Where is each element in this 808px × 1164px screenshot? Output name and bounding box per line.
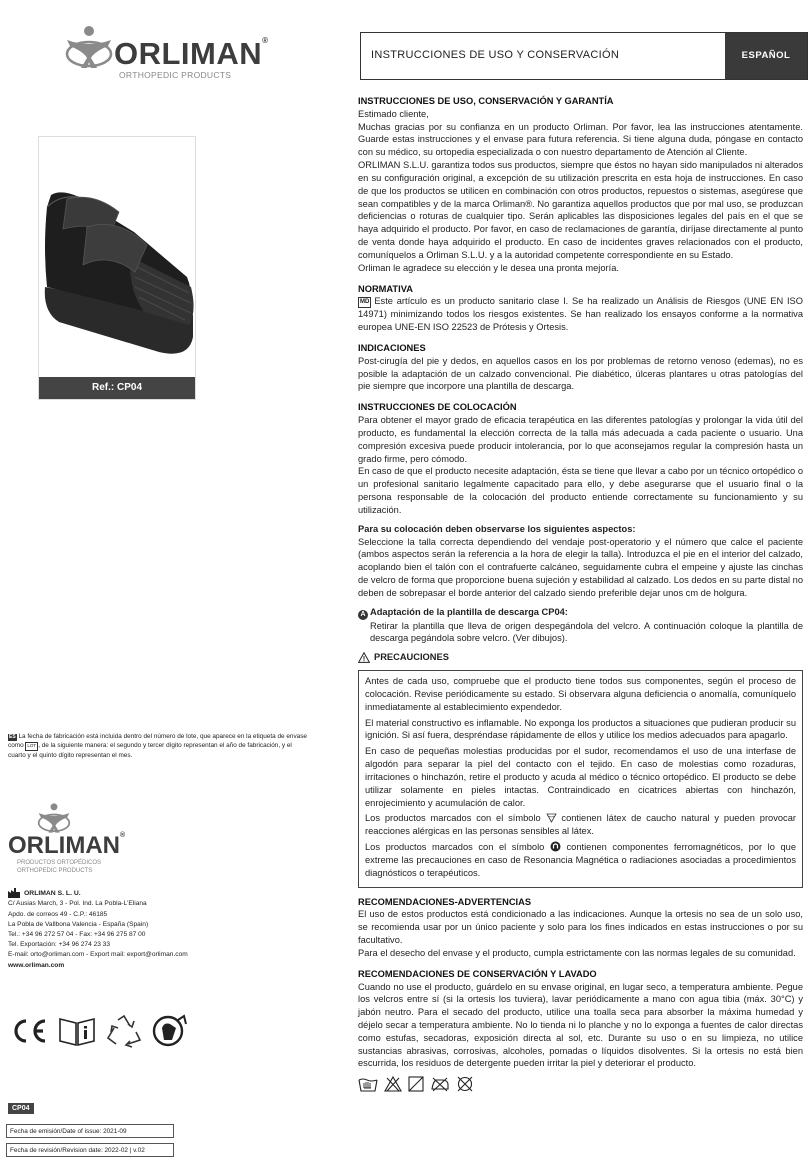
brand-tagline: ORTHOPEDIC PRODUCTS xyxy=(119,70,232,80)
brand-sub-en: ORTHOPEDIC PRODUCTS xyxy=(17,868,93,874)
precaution-paragraph: Antes de cada uso, compruebe que el producto tiene todos sus componentes, según el proceso de colocación. Revise periódicamente su estado. Si observara alguna deficiencia o anomalía, comuníquelo inmediatamente al establecimiento expendedor. xyxy=(365,676,796,712)
section-title-normativa: NORMATIVA xyxy=(358,283,413,294)
care-symbols xyxy=(358,1076,803,1092)
ce-mark-icon xyxy=(8,1017,48,1045)
section-title-colocacion: INSTRUCCIONES DE COLOCACIÓN xyxy=(358,402,517,413)
latex-icon xyxy=(546,813,557,823)
lot-note: ES La fecha de fabricación está incluida dentro del número de lote, que aparece en la etiqueta de envase como LOT , de la siguiente manera: el segundo y tercer dígito representan el año de fabricación, y el cuarto y el quinto dígito representan el mes. xyxy=(8,733,307,759)
company-line: Tel.: +34 96 272 57 04 - Fax: +34 96 275 87 00 xyxy=(8,930,146,938)
colocacion-paragraph: Para obtener el mayor grado de eficacia terapéutica en las diferentes patologías y prolongar la vida útil del producto, es fundamental la elección correcta de la talla más adecuada a cada paciente o usuario. Una compresión excesiva puede producir intolerancia, por lo que aconsejamos regular la compresión hasta un grado firme, pero cómodo. xyxy=(358,415,803,464)
orliman-logo-icon xyxy=(64,24,114,70)
brand-name: ORLIMAN xyxy=(114,36,263,71)
orliman-logo-bottom: ORLIMAN® PRODUCTOS ORTOPÉDICOS ORTHOPEDIC PRODUCTS xyxy=(8,800,188,880)
thanks-paragraph: Orliman le agradece su elección y le desea una pronta mejoría. xyxy=(358,262,619,273)
no-bleach-icon xyxy=(384,1076,402,1092)
aspectos-title: Para su colocación deben observarse los siguientes aspectos: xyxy=(358,523,636,534)
shoe-image xyxy=(39,137,196,379)
es-language-tag: ES xyxy=(9,734,16,740)
advertencias-paragraph: Para el desecho del envase y el producto, cumpla estrictamente con las normas legales de su comunidad. xyxy=(358,947,796,958)
advertencias-paragraph: El uso de estos productos está condicionado a las indicaciones. Aunque la ortesis no sea de un solo uso, se recomienda usar por un único paciente y solo para los fines indicados en estas instrucciones o por su facultativo. xyxy=(358,909,803,946)
warranty-paragraph: ORLIMAN S.L.U. garantiza todos sus productos, siempre que éstos no hayan sido manipulados ni alterados en su configuración original, a excepción de su utilización prescrita en esta hoja de instrucciones. En caso de que los productos se utilicen en combinación con otros productos, repuestos o sistemas, asegúrese que sean compatibles y de la marca Orliman®. No garantiza aquellos productos que por mal uso, se produzcan deficiencias o roturas de cualquier tipo. Serán aplicables las disposiciones legales del país en el que se haya adquirido el producto. Por favor, en caso de reclamaciones de garantía, diríjase directamente al punto de venta donde haya adquirido el producto. En caso de incidentes graves relacionados con el producto, comuníquelos a Orliman S.L.U. y a la autoridad competente correspondiente en su Estado. xyxy=(358,160,803,260)
section-title-indicaciones: INDICACIONES xyxy=(358,342,426,353)
warning-icon xyxy=(358,652,370,663)
product-code-badge: CP04 xyxy=(8,1103,34,1114)
product-ref-label: Ref.: CP04 xyxy=(39,377,195,399)
instructions-icon xyxy=(58,1015,96,1047)
company-line: Apdo. de correos 49 - C.P.: 46185 xyxy=(8,910,108,918)
waste-bin-icon xyxy=(152,1014,188,1048)
factory-icon xyxy=(8,888,20,898)
language-tab: ESPAÑOL xyxy=(725,33,807,79)
precaution-paragraph: El material constructivo es inflamable. No exponga los productos a situaciones que pudieran producir su ignición. Si así fuera, despréndase rápidamente de ellos y utilice los medios adecuados para apagarlo. xyxy=(365,717,796,741)
intro-paragraph: Muchas gracias por su confianza en un producto Orliman. Por favor, lea las instrucciones atentamente. Guarde estas instrucciones y el envase para futura referencia. Si tiene alguna duda, póngase en contacto con su médico, su ortopedia especializada o con nuestro departamento de Atención al Cliente. xyxy=(358,121,803,158)
normativa-paragraph: MD Este artículo es un producto sanitario clase I. Se ha realizado un Análisis de Riesgos (UNE EN ISO 14971) minimizando todos los riesgos existentes. Se han realizado los ensayos conforme a la normativa europea UNE-EN ISO 22523 de Prótesis y Ortesis. xyxy=(358,296,803,333)
company-website[interactable]: www.orliman.com xyxy=(8,961,65,969)
md-symbol: MD xyxy=(358,297,371,307)
orliman-logo: ORLIMAN® ORTHOPEDIC PRODUCTS xyxy=(64,24,264,84)
latex-paragraph: Los productos marcados con el símbolo contienen látex de caucho natural y pueden provocar reacciones alérgicas en las personas sensibles al látex. xyxy=(365,813,796,837)
adaptation-title: A Adaptación de la plantilla de descarga CP04: xyxy=(358,606,803,620)
product-image xyxy=(38,136,196,400)
revision-date: Fecha de revisión/Revision date: 2022-02 | v.02 xyxy=(6,1143,174,1157)
company-line: Tel. Exportación: +34 96 274 23 33 xyxy=(8,941,111,949)
section-title-conservacion: RECOMENDACIONES DE CONSERVACIÓN Y LAVADO xyxy=(358,968,597,979)
precautions-heading: PRECAUCIONES xyxy=(358,651,803,664)
company-info xyxy=(8,888,308,971)
orliman-logo-icon xyxy=(36,802,72,834)
aspectos-paragraph: Seleccione la talla correcta dependiendo del vendaje post-operatorio y el número que calce el paciente (ambos aspectos serán la referencia a la hora de elegir la talla). Introduzca el pie en el interior del calzado, acoplando bien el talón con el contrafuerte calcáneo, seguidamente cubra el empeine y ajuste las cinchas de velcro de forma que proporcione buena sujeción y estabilidad al calzado. Los dedos en su parte distal no deben de sobrepasar el borde anterior del calzado siendo preferible dejar unos cm de holgura. xyxy=(358,536,803,598)
hand-wash-icon xyxy=(358,1076,378,1092)
company-name: ORLIMAN S. L. U. xyxy=(24,889,81,897)
company-line: C/ Ausias March, 3 - Pol. Ind. La Pobla-L'Eliana xyxy=(8,900,147,908)
document-header xyxy=(360,32,808,80)
issue-date: Fecha de emisión/Date of issue: 2021-09 xyxy=(6,1124,174,1138)
brand-sub-es: PRODUCTOS ORTOPÉDICOS xyxy=(17,860,102,866)
no-dry-clean-icon xyxy=(456,1076,474,1092)
certification-icons xyxy=(8,1012,188,1050)
conservacion-paragraph: Cuando no use el producto, guárdelo en su envase original, en lugar seco, a temperatura ambiente. Pegue los velcros entre sí (si la ortesis los tuviera), lavar periódicamente a mano con agua tibia (máx. 30°C) y jabón neutro. Para el secado del producto, utilice una toalla seca para absorber la máxima humedad y déjelo secar a temperatura ambiente. No lo tienda ni lo planche y no lo exponga a fuentes de calor directas como estufas, secadoras, exposición directa al sol, etc. Durante su uso o en su limpieza, no utilice sustancias abrasivas, corrosivas, alcoholes, pomadas o líquidos disolventes. Si la ortesis no está bien escurrida, los residuos de detergente pueden irritar la piel y deteriorar el producto. xyxy=(358,981,803,1069)
precaution-paragraph: En caso de pequeñas molestias producidas por el sudor, recomendamos el uso de una interfase de algodón para separar la piel del contacto con el tejido. En caso de molestias como rozaduras, irritaciones o hinchazón, retire el producto y acuda al médico o técnico ortopédico. El producto se debe utilizar solamente en pieles intactas. Contraindicado en cicatrices abiertas con hinchazón, enrojecimiento y acumulación de calor. xyxy=(365,746,796,808)
no-tumble-dry-icon xyxy=(408,1076,424,1092)
section-title-intro: INSTRUCCIONES DE USO, CONSERVACIÓN Y GARANTÍA xyxy=(358,96,614,106)
adaptation-paragraph: Retirar la plantilla que lleva de origen despegándola del velcro. A continuación coloque la plantilla de descarga pegándola sobre velcro. (Ver dibujos). xyxy=(370,620,803,644)
colocacion-paragraph: En caso de que el producto necesite adaptación, ésta se tiene que llevar a cabo por un técnico ortopédico o un profesional sanitario legalmente capacitado para ello, y debe asegurarse que el usuario final o la persona responsable de la colocación del producto entiende correctamente su funcionamiento y su utilización. xyxy=(358,466,803,515)
document-title: INSTRUCCIONES DE USO Y CONSERVACIÓN xyxy=(371,49,620,61)
precautions-box xyxy=(358,670,803,887)
section-title-advertencias: RECOMENDACIONES-ADVERTENCIAS xyxy=(358,896,532,907)
company-line: La Pobla de Vallbona Valencia - España (Spain) xyxy=(8,920,149,928)
company-line: E-mail: orto@orliman.com - Export mail: export@orliman.com xyxy=(8,951,188,959)
greeting: Estimado cliente, xyxy=(358,108,429,119)
step-a-icon: A xyxy=(358,610,368,620)
no-iron-icon xyxy=(430,1076,450,1092)
magnetic-paragraph: Los productos marcados con el símbolo contienen componentes ferromagnéticos, por lo que extreme las precauciones en caso de Resonancia Magnética o radiaciones asociadas a procedimientos diagnósticos o terapéuticos. xyxy=(365,842,796,878)
lot-symbol: LOT xyxy=(25,742,38,751)
indicaciones-paragraph: Post-cirugía del pie y dedos, en aquellos casos en los por problemas de retorno venoso (edemas), no es posible la adaptación de un calzado convencional. Pie diabético, úlceras plantares u otras patologías del pie siempre que incorpore una plantilla de descarga. xyxy=(358,355,803,392)
magnet-icon xyxy=(550,841,561,852)
recycle-icon xyxy=(106,1014,142,1048)
instructions-body xyxy=(358,95,803,1092)
brand-name: ORLIMAN xyxy=(8,832,120,859)
